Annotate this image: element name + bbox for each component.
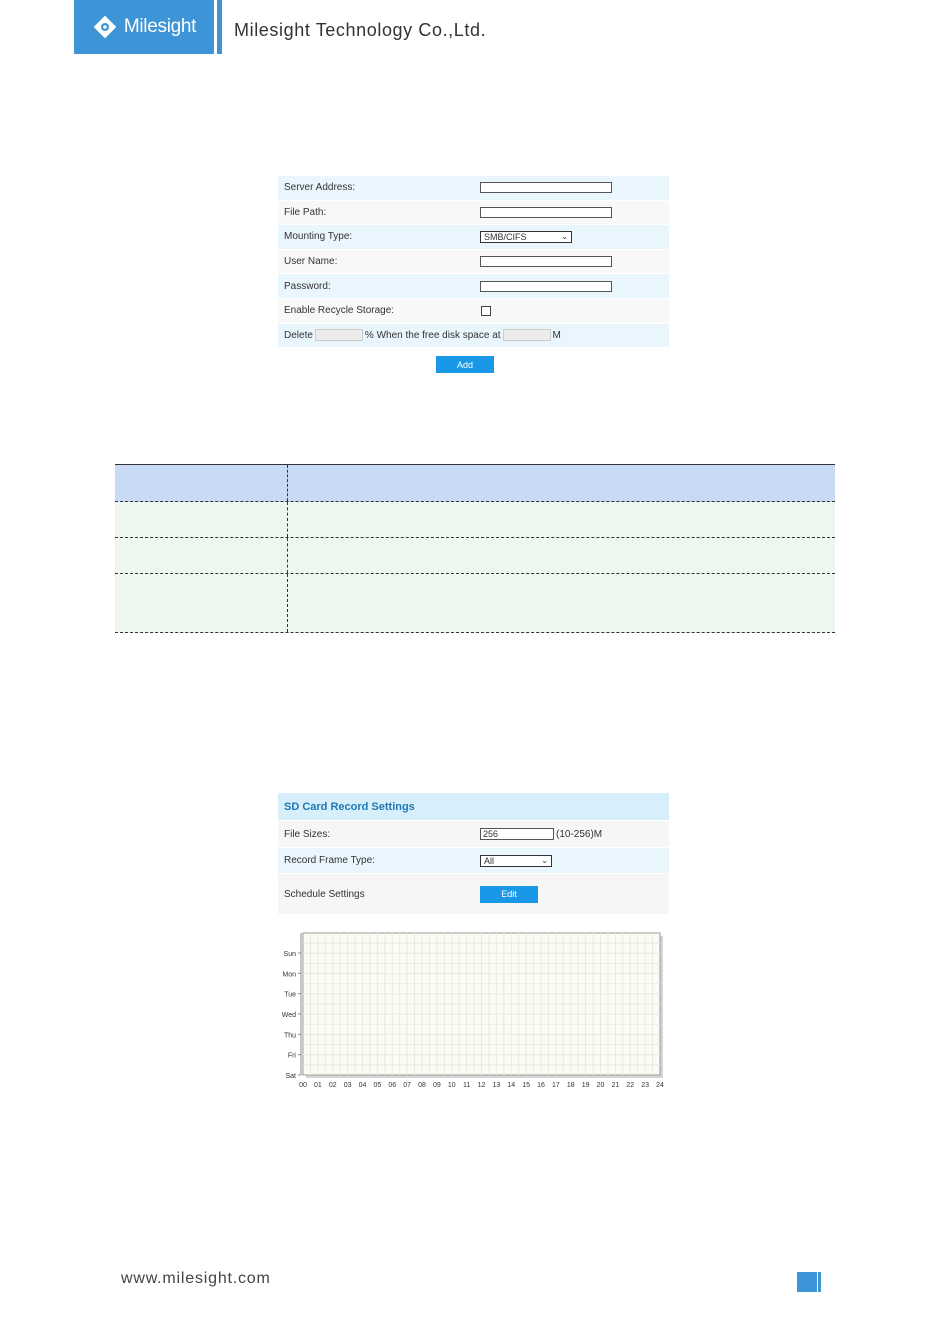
file-path-input[interactable]	[480, 207, 612, 218]
x-tick-label: 04	[358, 1082, 367, 1089]
frame-type-row	[278, 847, 669, 873]
frame-type-select[interactable]	[480, 855, 552, 867]
x-tick-label: 12	[477, 1082, 486, 1089]
file-sizes-label: File Sizes:	[284, 828, 331, 840]
table-cell	[115, 502, 288, 537]
header-divider	[217, 0, 222, 54]
x-tick-label: 03	[343, 1082, 352, 1089]
y-tick-label: Wed	[281, 1012, 296, 1019]
y-tick-label: Thu	[283, 1032, 296, 1040]
table-cell	[115, 538, 288, 573]
recycle-storage-label: Enable Recycle Storage:	[284, 305, 395, 317]
x-tick-label: 08	[418, 1082, 426, 1089]
x-tick-label: 22	[626, 1082, 635, 1089]
x-tick-label: 14	[507, 1082, 516, 1089]
frame-type-label: Record Frame Type:	[284, 855, 375, 866]
x-tick-label: 10	[447, 1082, 456, 1089]
y-tick-label: Sun	[283, 951, 296, 958]
recycle-storage-row	[278, 299, 669, 324]
nas-settings-form	[278, 176, 669, 348]
user-name-row	[278, 250, 669, 275]
x-tick-label: 15	[522, 1082, 531, 1089]
file-path-label: File Path:	[284, 206, 327, 218]
table-cell	[288, 574, 835, 632]
password-label: Password:	[284, 280, 331, 292]
delete-percent-input[interactable]	[315, 329, 363, 341]
user-name-input[interactable]	[480, 256, 612, 267]
password-row	[278, 274, 669, 299]
file-path-row	[278, 201, 669, 226]
user-name-label: User Name:	[284, 256, 338, 268]
table-row	[115, 574, 835, 633]
y-tick-label: Mon	[282, 971, 296, 979]
delete-label: Delete	[284, 329, 313, 341]
mounting-type-row	[278, 225, 669, 250]
parameter-table	[115, 464, 835, 633]
table-row	[115, 538, 835, 574]
free-space-unit: M	[552, 329, 561, 341]
table-cell	[115, 574, 288, 632]
table-row	[115, 502, 835, 538]
x-tick-label: 23	[641, 1082, 650, 1089]
y-tick-label: Fri	[287, 1052, 296, 1060]
add-button[interactable]: Add	[436, 356, 494, 373]
x-tick-label: 06	[388, 1082, 397, 1089]
logo-text: Milesight	[123, 16, 197, 37]
server-address-input[interactable]	[480, 182, 612, 193]
company-logo	[74, 0, 214, 54]
page-number-bar	[818, 1272, 821, 1292]
x-tick-label: 24	[656, 1082, 664, 1089]
sd-card-title: SD Card Record Settings	[278, 793, 669, 820]
chevron-down-icon: ⌄	[541, 856, 548, 865]
password-input[interactable]	[480, 281, 612, 292]
x-tick-label: 20	[596, 1082, 605, 1089]
schedule-chart	[270, 925, 670, 1100]
table-cell	[288, 538, 835, 573]
x-tick-label: 05	[373, 1082, 382, 1089]
x-tick-label: 13	[492, 1082, 501, 1089]
x-tick-label: 02	[328, 1082, 337, 1089]
x-tick-label: 07	[403, 1082, 412, 1089]
file-sizes-row	[278, 820, 669, 847]
x-tick-label: 16	[537, 1082, 545, 1089]
table-header-cell	[288, 465, 835, 501]
x-tick-label: 00	[299, 1082, 307, 1089]
website-url[interactable]: www.milesight.com	[121, 1270, 271, 1287]
edit-button[interactable]: Edit	[480, 886, 538, 903]
file-sizes-input[interactable]: 256	[480, 828, 554, 840]
milesight-logo-icon	[92, 14, 118, 40]
company-name: Milesight Technology Co.,Ltd.	[234, 20, 487, 40]
recycle-storage-checkbox[interactable]	[481, 306, 491, 316]
frame-type-value: All	[484, 855, 495, 866]
table-header-row	[115, 464, 835, 502]
x-tick-label: 18	[566, 1082, 575, 1089]
delete-row	[278, 324, 669, 349]
y-tick-label: Sat	[285, 1073, 296, 1080]
server-address-label: Server Address:	[284, 182, 356, 194]
table-header-cell	[115, 465, 288, 501]
x-tick-label: 09	[432, 1082, 441, 1089]
free-space-input[interactable]	[503, 329, 551, 341]
schedule-label: Schedule Settings	[284, 888, 365, 900]
mounting-type-select[interactable]	[480, 231, 572, 243]
mounting-type-label: Mounting Type:	[284, 231, 353, 243]
delete-condition-text: % When the free disk space at	[364, 329, 501, 341]
file-sizes-range: (10-256)M	[556, 828, 603, 840]
x-tick-label: 01	[313, 1082, 322, 1089]
table-cell	[288, 502, 835, 537]
chevron-down-icon: ⌄	[561, 232, 568, 242]
mounting-type-value: SMB/CIFS	[484, 231, 527, 242]
x-tick-label: 21	[611, 1082, 620, 1089]
server-address-row	[278, 176, 669, 201]
sd-card-settings-panel	[278, 793, 669, 914]
schedule-row	[278, 873, 669, 914]
y-tick-label: Tue	[284, 991, 296, 999]
page-number-box	[797, 1272, 817, 1292]
x-tick-label: 17	[551, 1082, 560, 1089]
x-tick-label: 11	[462, 1082, 471, 1089]
x-tick-label: 19	[581, 1082, 590, 1089]
